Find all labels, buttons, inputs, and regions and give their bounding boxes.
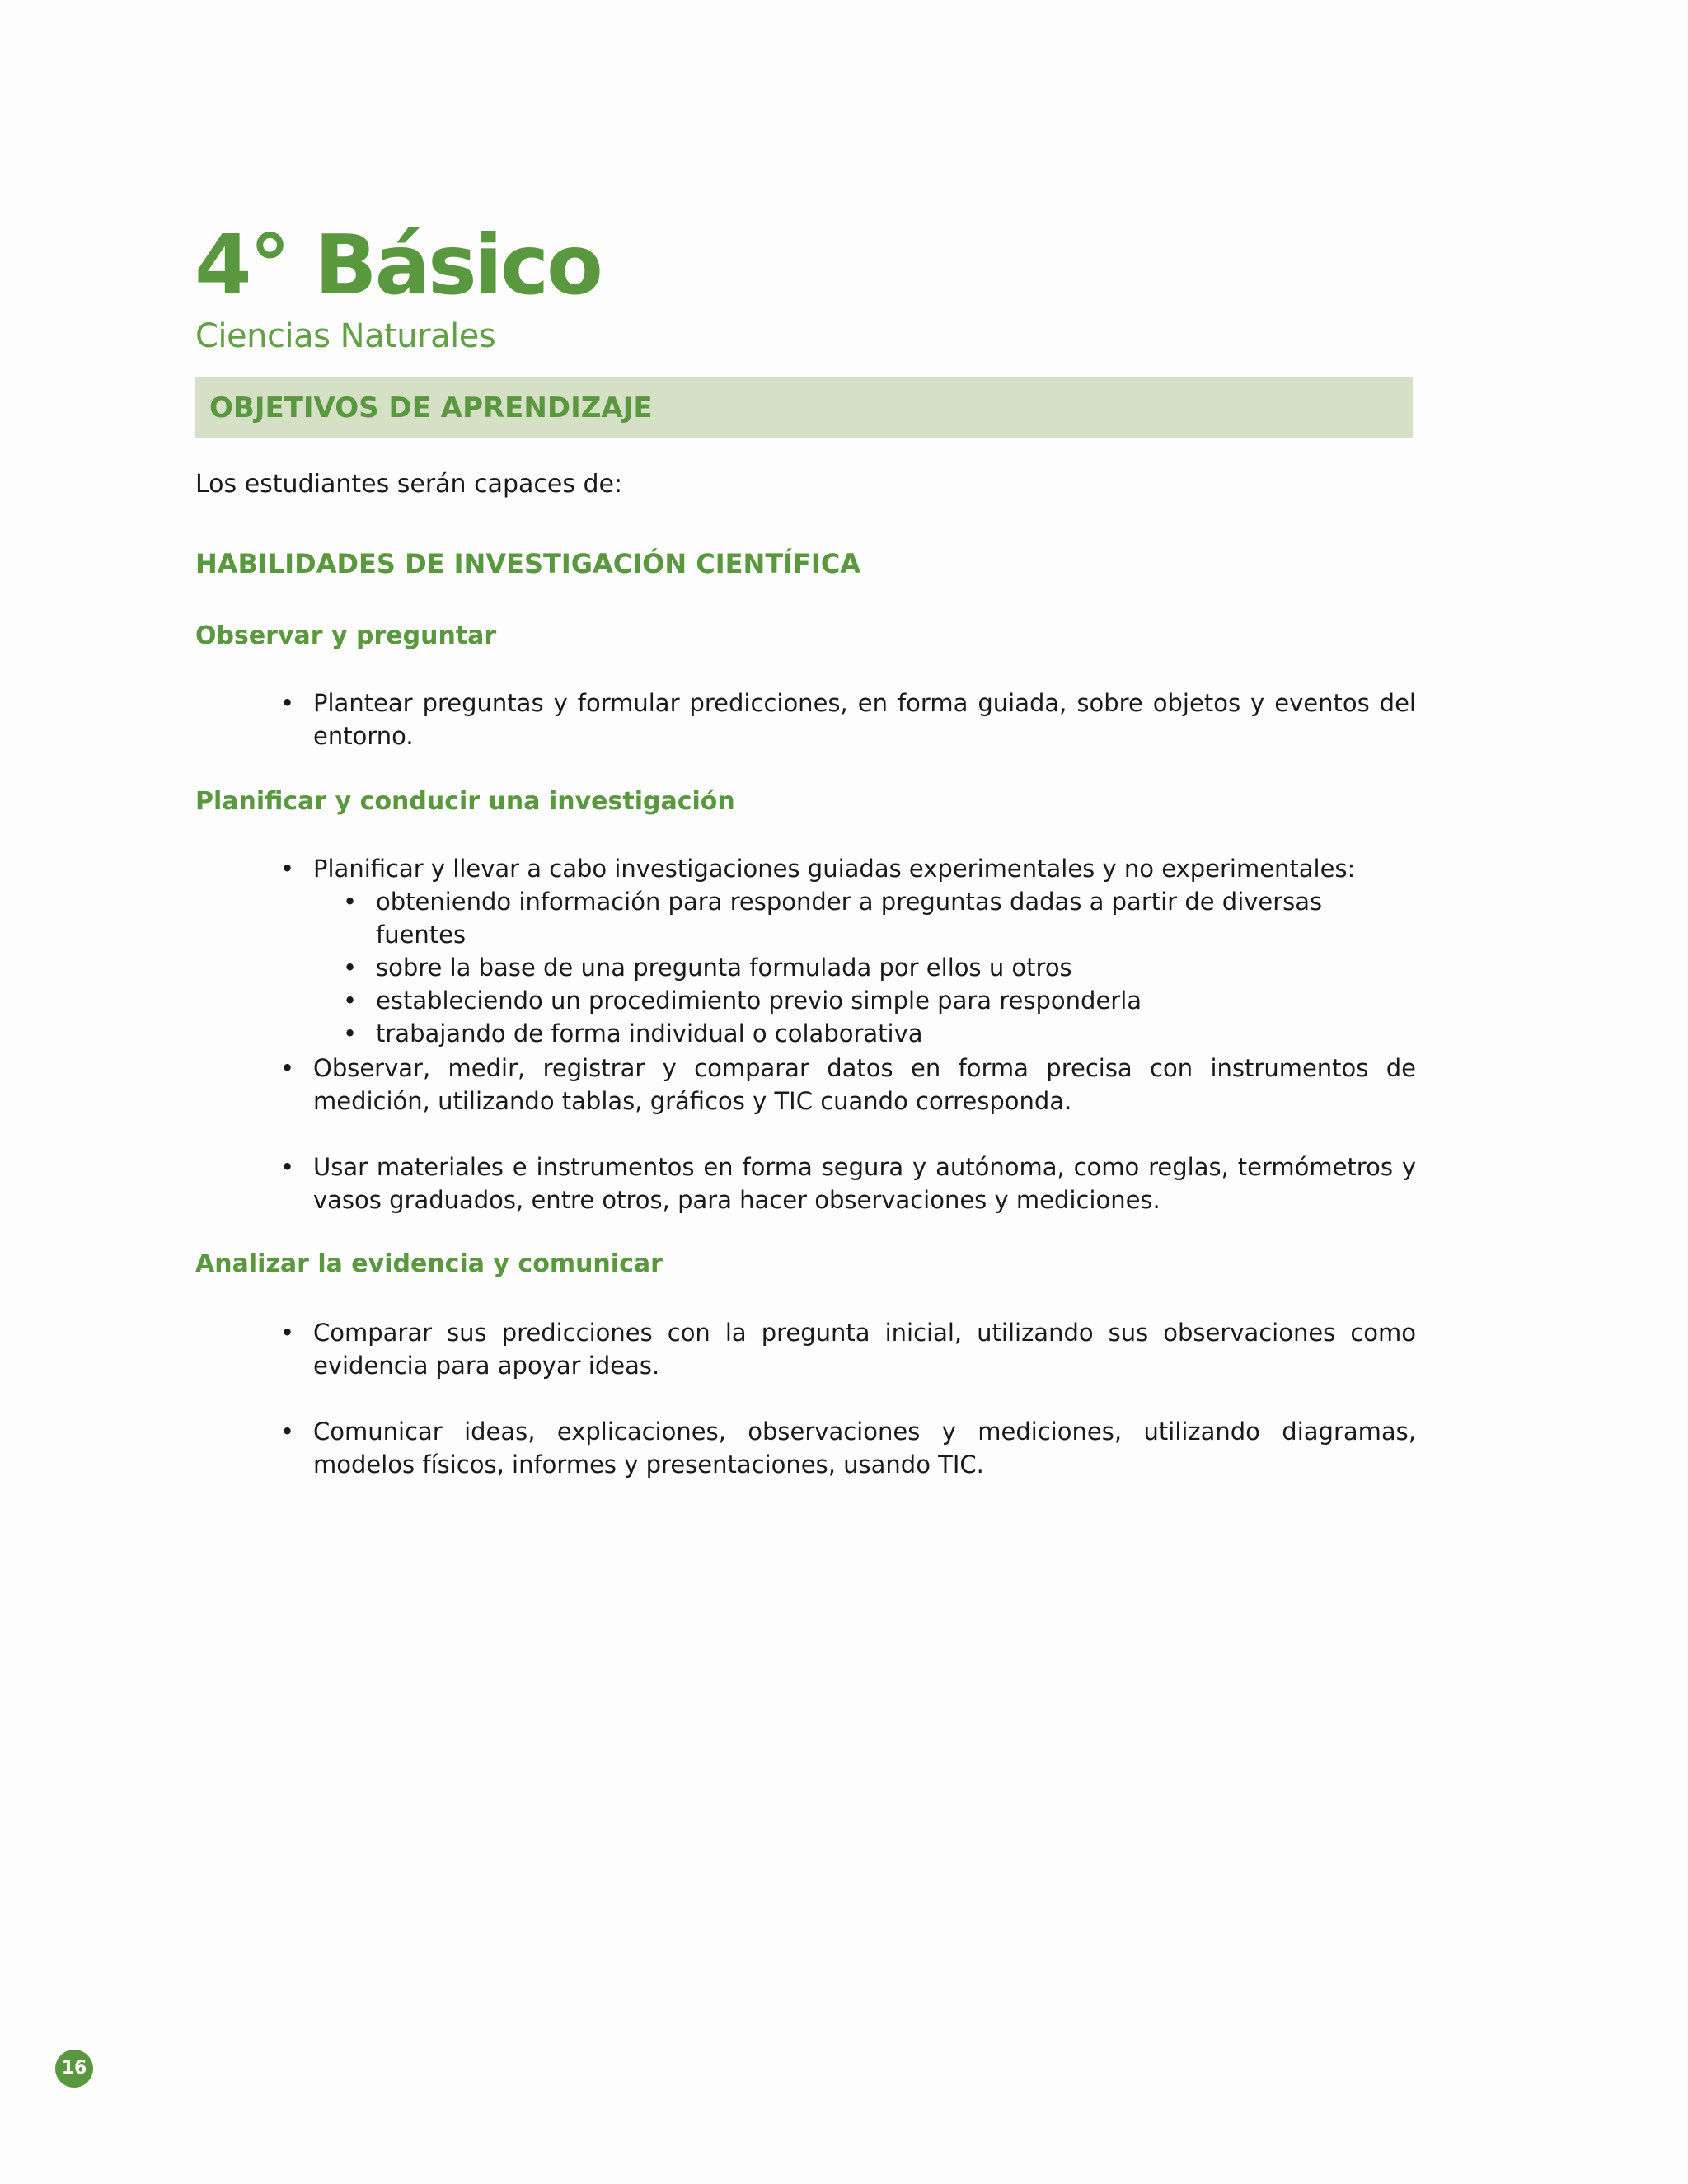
group-heading-planificar: Planificar y conducir una investigación xyxy=(195,787,735,816)
group-list-analizar xyxy=(280,1316,1416,1382)
group-list-planificar xyxy=(280,852,1416,1050)
page-number-badge: 16 xyxy=(55,2050,93,2088)
list-item xyxy=(280,1151,1416,1216)
list-item-text: Observar, medir, registrar y comparar datos en forma precisa con instrumentos de medición, utilizando tablas, gráficos y TIC cuando corresponda. xyxy=(313,1054,1416,1115)
group-heading-observar: Observar y preguntar xyxy=(195,621,497,650)
sub-list-item: • trabajando de forma individual o colaborativa xyxy=(343,1017,1416,1050)
page-subtitle: Ciencias Naturales xyxy=(195,317,496,355)
group-heading-analizar: Analizar la evidencia y comunicar xyxy=(195,1249,663,1278)
list-item-text: Comunicar ideas, explicaciones, observaciones y mediciones, utilizando diagramas, modelos físicos, informes y presentaciones, usando TIC. xyxy=(313,1418,1416,1479)
list-item-text: Usar materiales e instrumentos en forma segura y autónoma, como reglas, termómetros y vasos graduados, entre otros, para hacer observaciones y mediciones. xyxy=(313,1153,1416,1214)
section-heading: HABILIDADES DE INVESTIGACIÓN CIENTÍFICA xyxy=(195,548,861,579)
list-item xyxy=(280,852,1416,1050)
sub-list-item: • sobre la base de una pregunta formulada por ellos u otros xyxy=(343,951,1416,984)
list-item-text: Planificar y llevar a cabo investigaciones guiadas experimentales y no experimentales: xyxy=(313,855,1356,883)
group-list-planificar-3 xyxy=(280,1151,1416,1216)
sub-list-item: • obteniendo información para responder a preguntas dadas a partir de diversas fuentes xyxy=(343,885,1416,951)
list-item xyxy=(280,1052,1416,1118)
group-list-analizar-2 xyxy=(280,1415,1416,1481)
list-item-text: Comparar sus predicciones con la pregunta inicial, utilizando sus observaciones como evidencia para apoyar ideas. xyxy=(313,1319,1416,1380)
sub-list xyxy=(343,885,1416,1050)
list-item-text: Plantear preguntas y formular predicciones, en forma guiada, sobre objetos y eventos del entorno. xyxy=(313,689,1416,750)
objectives-band-label: OBJETIVOS DE APRENDIZAJE xyxy=(209,391,653,424)
objectives-band xyxy=(195,377,1413,438)
sub-list-item: • estableciendo un procedimiento previo simple para responderla xyxy=(343,984,1416,1017)
page-title: 4° Básico xyxy=(195,217,601,313)
list-item xyxy=(280,1415,1416,1481)
group-list-observar xyxy=(280,687,1416,752)
list-item xyxy=(280,1316,1416,1382)
intro-text: Los estudiantes serán capaces de: xyxy=(195,470,623,499)
list-item xyxy=(280,687,1416,752)
group-list-planificar-2 xyxy=(280,1052,1416,1118)
